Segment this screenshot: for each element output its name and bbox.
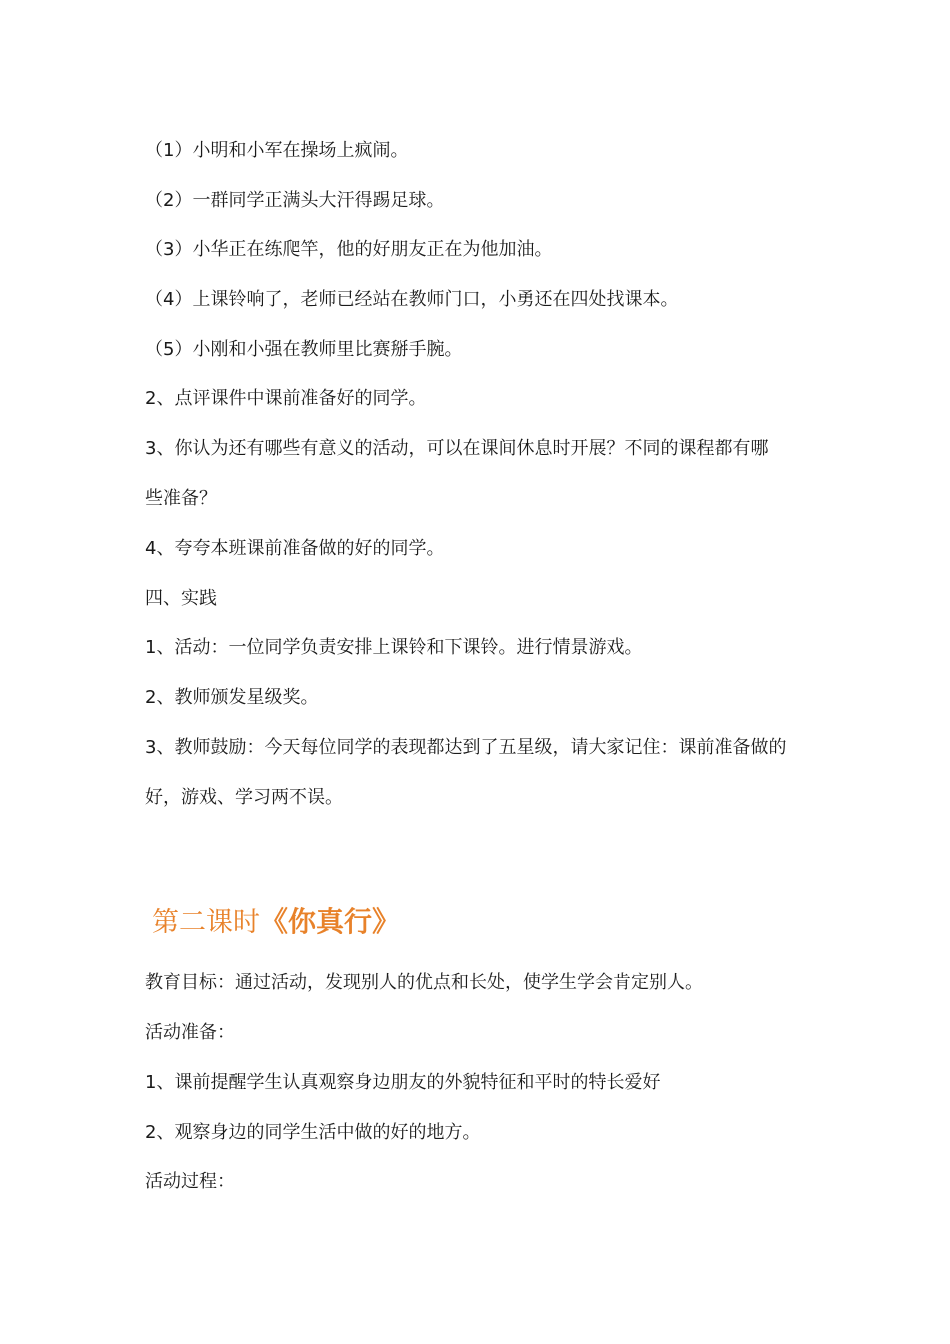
section-heading: 四、实践 bbox=[145, 588, 217, 609]
list-item: （4）上课铃响了，老师已经站在教师门口，小勇还在四处找课本。 bbox=[145, 289, 679, 310]
lesson-heading bbox=[152, 902, 400, 943]
paragraph: 1、活动：一位同学负责安排上课铃和下课铃。进行情景游戏。 bbox=[145, 637, 643, 658]
paragraph: 2、教师颁发星级奖。 bbox=[145, 687, 319, 708]
paragraph: 些准备？ bbox=[145, 488, 217, 509]
paragraph: 4、夸夸本班课前准备做的好的同学。 bbox=[145, 538, 445, 559]
paragraph: 2、点评课件中课前准备好的同学。 bbox=[145, 388, 427, 409]
paragraph: 3、你认为还有哪些有意义的活动，可以在课间休息时开展？不同的课程都有哪 bbox=[145, 438, 769, 459]
paragraph: 活动过程： bbox=[145, 1171, 235, 1192]
lesson-heading-title: 《你真行》 bbox=[260, 905, 401, 938]
list-item: （1）小明和小军在操场上疯闹。 bbox=[145, 140, 409, 161]
list-item: （5）小刚和小强在教师里比赛掰手腕。 bbox=[145, 339, 463, 360]
paragraph: 2、观察身边的同学生活中做的好的地方。 bbox=[145, 1122, 481, 1143]
list-item: （2）一群同学正满头大汗得踢足球。 bbox=[145, 190, 445, 211]
paragraph: 1、课前提醒学生认真观察身边朋友的外貌特征和平时的特长爱好 bbox=[145, 1072, 661, 1093]
paragraph: 3、教师鼓励：今天每位同学的表现都达到了五星级，请大家记住：课前准备做的 bbox=[145, 737, 787, 758]
list-item: （3）小华正在练爬竿，他的好朋友正在为他加油。 bbox=[145, 239, 553, 260]
lesson-heading-prefix: 第二课时 bbox=[152, 907, 260, 938]
paragraph: 活动准备： bbox=[145, 1022, 235, 1043]
paragraph: 教育目标：通过活动，发现别人的优点和长处，使学生学会肯定别人。 bbox=[145, 972, 703, 993]
paragraph: 好，游戏、学习两不误。 bbox=[145, 787, 343, 808]
